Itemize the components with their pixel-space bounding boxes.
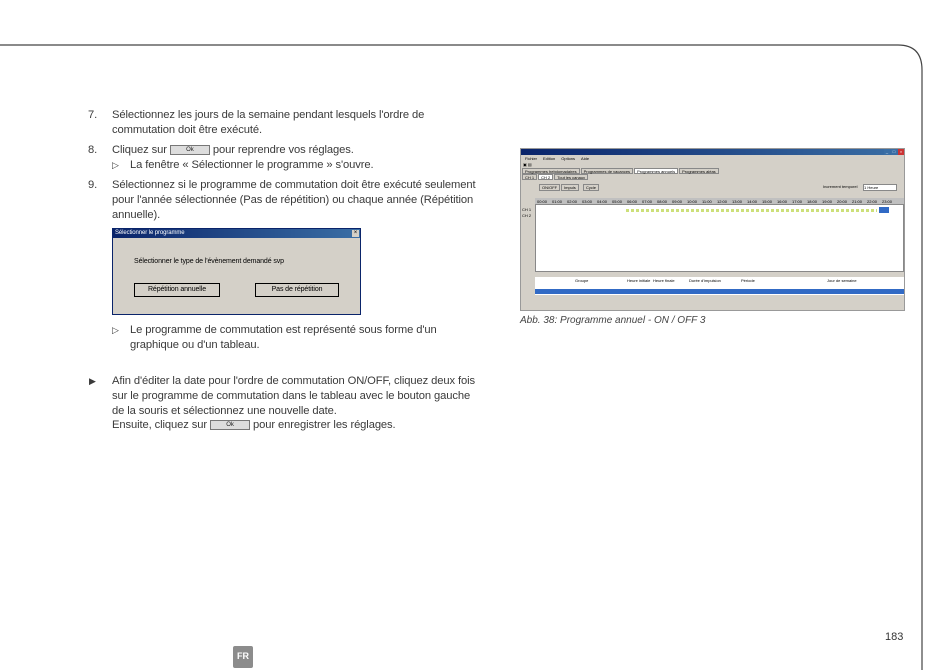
edit-date-bullet	[88, 374, 483, 432]
triangle-outline-icon: ▷	[112, 325, 119, 336]
close-icon: ×	[899, 149, 903, 154]
hour-label: 19:00	[822, 199, 833, 204]
hour-label: 14:00	[747, 199, 758, 204]
tab-all: Tout les canaux	[554, 174, 588, 180]
hour-label: 15:00	[762, 199, 773, 204]
hour-label: 22:00	[867, 199, 878, 204]
dialog-title-text: Sélectionner le programme	[115, 230, 185, 237]
hour-label: 06:00	[627, 199, 638, 204]
toolbar-icons: ▣ ▤	[523, 162, 532, 167]
repeat-yearly-button: Répétition annuelle	[134, 283, 220, 297]
minimize-icon: _	[885, 149, 889, 154]
close-icon: ×	[353, 230, 358, 237]
maximize-icon: □	[892, 149, 896, 154]
ok-button-image: Ok	[210, 420, 250, 430]
hour-label: 23:00	[882, 199, 893, 204]
table-header: Jour de semaine	[827, 278, 857, 283]
table-header: Groupe	[575, 278, 589, 283]
step-number: 8.	[88, 144, 98, 157]
result-text: La fenêtre « Sélectionner le programme » s'ouvre.	[130, 158, 374, 171]
language-tab: FR	[233, 646, 253, 668]
ok-button-image: Ok	[170, 145, 210, 155]
row-label-ch2: CH 2	[522, 213, 532, 218]
annual-program-screenshot	[520, 148, 905, 311]
hour-label: 16:00	[777, 199, 788, 204]
tab-random: Programmes aléas	[679, 168, 719, 174]
hour-label: 18:00	[807, 199, 818, 204]
hour-label: 20:00	[837, 199, 848, 204]
menu-bar	[521, 155, 904, 162]
tab-ch1: CH 1	[522, 174, 537, 180]
tab-annual: Programmes annuels	[634, 168, 678, 174]
row-label-ch1: CH 1	[522, 207, 532, 212]
table-header: Heure initiale	[627, 278, 651, 283]
tool-onoff: ON/OFF	[539, 184, 560, 191]
tool-row	[521, 183, 904, 193]
table-header: Durée d'impulsion	[689, 278, 721, 283]
dialog-title	[113, 229, 360, 238]
selected-cell	[879, 207, 889, 213]
step-text: Sélectionnez les jours de la semaine pendant lesquels l'ordre de commutation doit être exécuté.	[112, 109, 425, 136]
bullet-text: Afin d'éditer la date pour l'ordre de commutation ON/OFF, cliquez deux fois sur le programme de commutation dans le tableau avec le bouton gauche de la souris et sélectionnez une nouvelle date.	[112, 375, 476, 417]
hour-label: 10:00	[687, 199, 698, 204]
menu-help: Aide	[581, 156, 590, 161]
result-text: Le programme de commutation est représenté sous forme d'un graphique ou d'un tableau.	[130, 324, 437, 351]
figure-caption: Abb. 38: Programme annuel - ON / OFF 3	[520, 315, 706, 326]
on-bar	[626, 209, 877, 212]
table-header: Heure finale	[653, 278, 675, 283]
triangle-filled-icon: ▶	[89, 376, 96, 387]
step-number: 9.	[88, 179, 98, 192]
selected-row	[535, 289, 904, 294]
hour-label: 05:00	[612, 199, 623, 204]
hour-label: 02:00	[567, 199, 578, 204]
step-text-before: Cliquez sur	[112, 144, 167, 157]
no-repeat-button: Pas de répétition	[255, 283, 339, 297]
tool-impuls: Impuls	[561, 184, 579, 191]
tab-holiday: Programmes de vacances	[581, 168, 633, 174]
step-8	[88, 143, 483, 172]
step-text: Sélectionnez si le programme de commutation doit être exécuté seulement pour l'année sélectionnée (Pas de répétition) ou chaque année (Répétition annuelle).	[112, 179, 476, 221]
bullet-text-before: Ensuite, cliquez sur	[112, 419, 208, 432]
instructions-column	[88, 108, 483, 433]
table-header: Période	[741, 278, 755, 283]
interval-select: 1 Heure	[863, 184, 897, 191]
triangle-outline-icon: ▷	[112, 159, 119, 170]
schedule-grid	[535, 204, 904, 272]
hour-label: 09:00	[672, 199, 683, 204]
dialog-message: Sélectionner le type de l'évènement demandé svp	[134, 258, 284, 266]
step-9	[88, 178, 483, 222]
hour-label: 04:00	[597, 199, 608, 204]
step-8-result	[112, 158, 483, 173]
step-7	[88, 108, 483, 137]
step-number: 7.	[88, 109, 98, 121]
hour-label: 03:00	[582, 199, 593, 204]
hour-label: 08:00	[657, 199, 668, 204]
tab-weekly: Programmes hebdomadaires	[522, 168, 580, 174]
menu-file: Fichier	[525, 156, 538, 161]
window-titlebar	[521, 149, 904, 155]
hour-label: 13:00	[732, 199, 743, 204]
select-program-dialog	[112, 228, 361, 315]
hour-label: 01:00	[552, 199, 563, 204]
hour-label: 00:00	[537, 199, 548, 204]
tab-ch2: CH 2	[538, 174, 553, 180]
hour-label: 17:00	[792, 199, 803, 204]
hour-label: 12:00	[717, 199, 728, 204]
dialog-result	[112, 323, 483, 352]
bullet-text-after: pour enregistrer les réglages.	[253, 419, 396, 432]
step-text-after: pour reprendre vos réglages.	[212, 144, 354, 157]
menu-edit: Edition	[543, 156, 556, 161]
program-table	[535, 277, 904, 295]
tool-cycle: Cycle	[583, 184, 599, 191]
hour-label: 21:00	[852, 199, 863, 204]
page-number: 183	[885, 631, 904, 643]
hour-label: 11:00	[702, 199, 712, 204]
hour-label: 07:00	[642, 199, 653, 204]
interval-label: Increment temporel	[823, 184, 858, 189]
menu-options: Options	[561, 156, 576, 161]
